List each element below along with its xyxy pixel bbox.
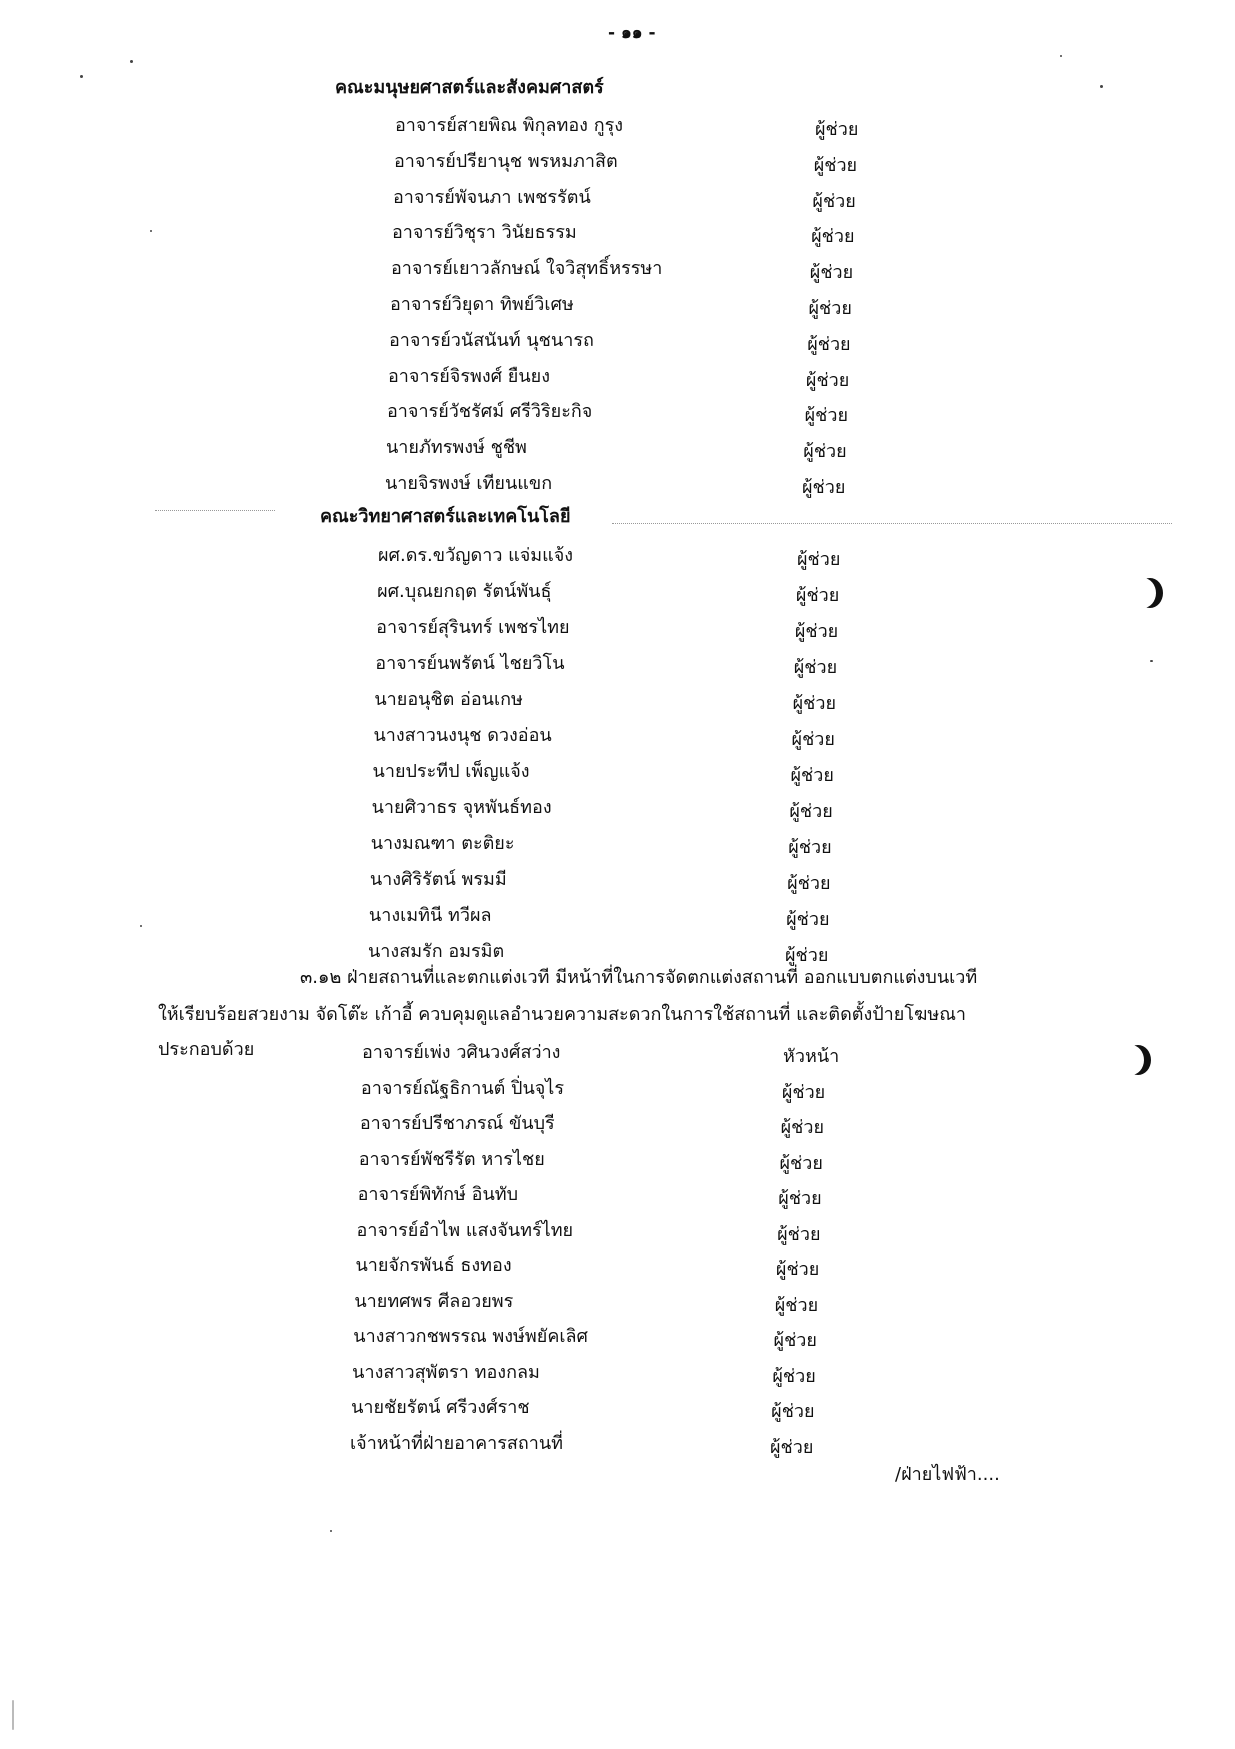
member-name: เจ้าหน้าที่ฝ่ายอาคารสถานที่	[350, 1432, 564, 1454]
scan-speck	[130, 60, 133, 63]
member-role: ผู้ช่วย	[792, 693, 837, 714]
member-role: ผู้ช่วย	[789, 801, 833, 822]
section-heading-humanities: คณะมนุษยศาสตร์และสังคมศาสตร์	[335, 77, 604, 98]
member-name: นางสาวกชพรรณ พงษ์พยัคเลิศ	[353, 1326, 588, 1347]
member-name: นางมณฑา ตะติยะ	[370, 833, 515, 854]
member-role: ผู้ช่วย	[790, 765, 834, 786]
member-name: นางศิริรัตน์ พรมมี	[369, 869, 507, 890]
member-name: อาจารย์ปรีชาภรณ์ ขันบุรี	[359, 1113, 555, 1134]
member-role: ผู้ช่วย	[774, 1294, 819, 1316]
member-role: ผู้ช่วย	[809, 262, 854, 284]
section-3-12-duty-line: ให้เรียบร้อยสวยงาม จัดโต๊ะ เก้าอี้ ควบคุมดูแลอำนวยความสะดวกในการใช้สถานที่ และติดตั้งป้ายโฆษณา	[158, 1004, 967, 1025]
member-name: นายศิวาธร จุหพันธ์ทอง	[371, 797, 552, 818]
member-name: ผศ.ดร.ขวัญดาว แจ่มแจ้ง	[378, 545, 574, 566]
member-name: นายภัทรพงษ์ ชูชีพ	[386, 437, 527, 459]
member-role: ผู้ช่วย	[812, 190, 856, 212]
page-number: - ๑๑ -	[608, 23, 656, 43]
member-name: นางสาวนงนุช ดวงอ่อน	[373, 725, 552, 746]
member-role: หัวหน้า	[783, 1046, 840, 1067]
member-role: ผู้ช่วย	[775, 1259, 820, 1280]
member-name: อาจารย์สายพิณ พิกุลทอง กูรุง	[395, 115, 624, 136]
member-role: ผู้ช่วย	[803, 441, 847, 463]
member-role: ผู้ช่วย	[791, 729, 835, 750]
member-name: อาจารย์เพ่ง วศินวงศ์สว่าง	[362, 1042, 561, 1063]
member-name: อาจารย์วนัสนันท์ นุชนารถ	[389, 329, 594, 351]
member-role: ผู้ช่วย	[807, 333, 851, 355]
composed-of-label: ประกอบด้วย	[158, 1039, 255, 1060]
scan-speck	[330, 1530, 332, 1532]
member-name: อาจารย์ณัฐธิกานต์ ปิ่นจุไร	[360, 1077, 565, 1099]
member-name: นายจักรพันธ์ ธงทอง	[355, 1255, 512, 1276]
member-role: ผู้ช่วย	[772, 1365, 816, 1387]
member-role: ผู้ช่วย	[778, 1188, 822, 1209]
scan-edge-line	[12, 1700, 14, 1730]
member-role: ผู้ช่วย	[779, 1152, 823, 1174]
member-role: ผู้ช่วย	[793, 657, 838, 678]
member-role: ผู้ช่วย	[788, 837, 832, 858]
member-role: ผู้ช่วย	[805, 369, 850, 391]
member-name: อาจารย์พัจนภา เพชรรัตน์	[393, 186, 591, 208]
scan-speck	[1150, 660, 1153, 662]
scan-dotted-line	[612, 523, 1172, 524]
member-role: ผู้ช่วย	[781, 1081, 826, 1103]
member-role: ผู้ช่วย	[777, 1223, 821, 1245]
member-role: ผู้ช่วย	[794, 621, 839, 642]
member-name: นายชัยรัตน์ ศรีวงศ์ราช	[351, 1397, 530, 1418]
member-role: ผู้ช่วย	[811, 226, 855, 248]
section-3-12-title-line: ๓.๑๒ ฝ่ายสถานที่และตกแต่งเวที มีหน้าที่ในการจัดตกแต่งสถานที่ ออกแบบตกแต่งบนเวที	[300, 967, 978, 988]
member-role: ผู้ช่วย	[771, 1401, 815, 1422]
member-name: นายประทีป เพ็ญแจ้ง	[372, 761, 530, 782]
member-role: ผู้ช่วย	[773, 1330, 817, 1351]
continuation-note: /ฝ่ายไฟฟ้า....	[895, 1464, 1000, 1485]
member-role: ผู้ช่วย	[786, 909, 830, 930]
member-name: อาจารย์พัชรีรัต หารไชย	[358, 1148, 545, 1170]
member-name: นางสมรัก อมรมิต	[368, 941, 505, 962]
member-role: ผู้ช่วย	[815, 119, 859, 140]
member-name: อาจารย์อำไพ แสงจันทร์ไทย	[356, 1219, 574, 1241]
scan-speck	[150, 230, 152, 232]
scan-dotted-line	[155, 510, 275, 511]
member-name: อาจารย์วิชุรา วินัยธรรม	[392, 222, 577, 244]
member-role: ผู้ช่วย	[797, 549, 841, 570]
member-name: อาจารย์ปรียานุช พรหมภาสิต	[394, 150, 618, 172]
member-role: ผู้ช่วย	[780, 1117, 825, 1138]
member-name: ผศ.บุณยกฤต รัตน์พันธุ์	[377, 581, 552, 602]
scan-speck	[140, 925, 142, 927]
member-name: นางสาวสุพัตรา ทองกลม	[352, 1361, 540, 1383]
member-name: อาจารย์สุรินทร์ เพชรไทย	[376, 617, 570, 638]
member-name: นายอนุชิต อ่อนเกษ	[374, 689, 523, 710]
member-name: อาจารย์พิทักษ์ อินทับ	[357, 1184, 519, 1205]
member-role: ผู้ช่วย	[804, 405, 849, 427]
member-name: อาจารย์นพรัตน์ ไชยวิโน	[375, 653, 565, 674]
member-role: ผู้ช่วย	[795, 585, 840, 606]
scan-mark-crescent	[1118, 1045, 1144, 1075]
member-role: ผู้ช่วย	[770, 1436, 814, 1458]
member-role: ผู้ช่วย	[813, 154, 858, 176]
scan-mark-crescent	[1130, 578, 1156, 608]
member-name: นายทศพร ศีลอวยพร	[354, 1290, 514, 1312]
member-name: อาจารย์วิยุดา ทิพย์วิเศษ	[390, 294, 574, 315]
member-name: นางเมทินี ทวีผล	[368, 905, 492, 926]
member-role: ผู้ช่วย	[802, 477, 846, 498]
member-name: นายจิรพงษ์ เทียนแขก	[385, 473, 553, 494]
member-role: ผู้ช่วย	[808, 298, 852, 319]
member-name: อาจารย์วัชรัศม์ ศรีวิริยะกิจ	[387, 401, 593, 423]
member-name: อาจารย์จิรพงศ์ ยืนยง	[388, 365, 550, 387]
scan-speck	[80, 75, 83, 78]
member-role: ผู้ช่วย	[787, 873, 831, 894]
scan-speck	[1060, 55, 1062, 57]
member-name: อาจารย์เยาวลักษณ์ ใจวิสุทธิ์หรรษา	[391, 258, 663, 280]
member-role: ผู้ช่วย	[785, 945, 829, 966]
section-heading-science: คณะวิทยาศาสตร์และเทคโนโลยี	[320, 506, 571, 527]
scan-speck	[1100, 85, 1103, 88]
